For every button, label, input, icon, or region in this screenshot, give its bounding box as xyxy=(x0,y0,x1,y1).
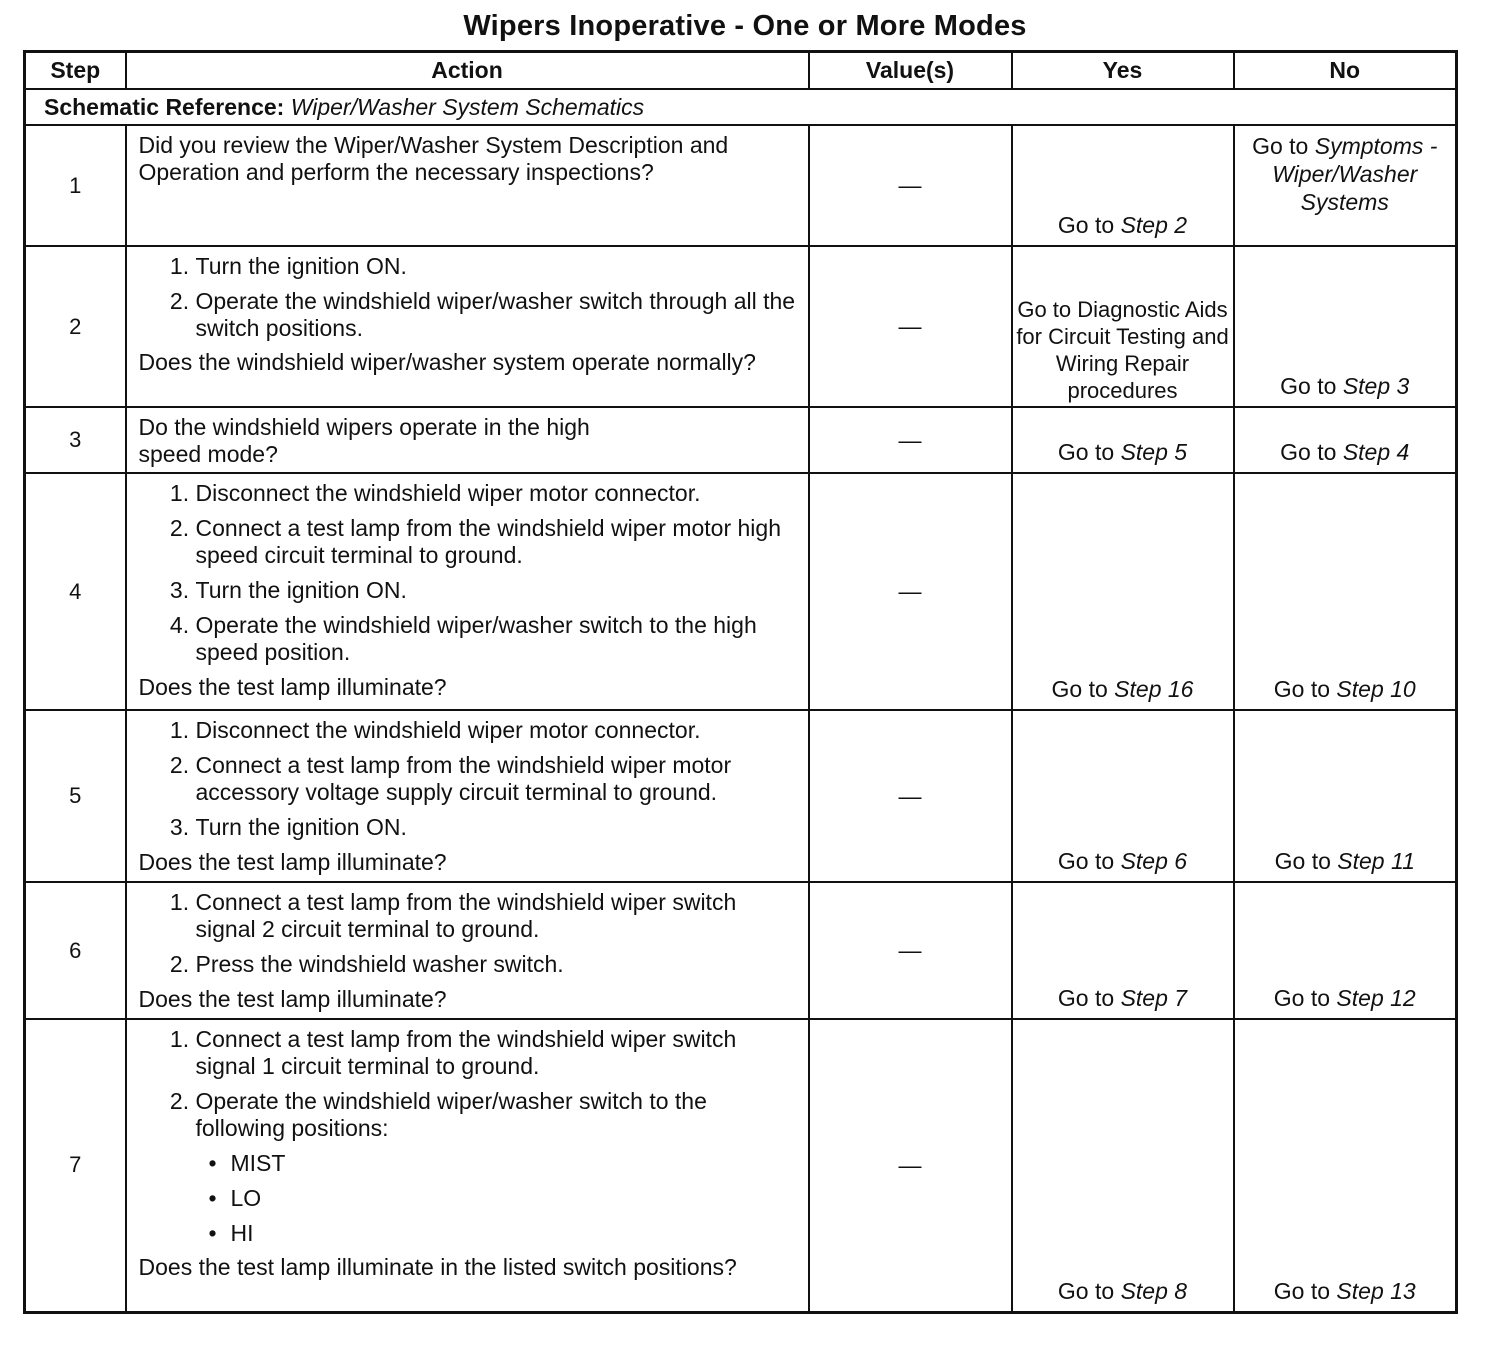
action-step: 1. Connect a test lamp from the windshield wiper switch signal 1 circuit terminal to ground. xyxy=(196,1026,798,1080)
action-question: Does the test lamp illuminate in the listed switch positions? xyxy=(138,1254,737,1280)
action-cell xyxy=(126,407,809,473)
header-action: Action xyxy=(126,52,809,90)
position-item: • LO xyxy=(231,1185,798,1212)
table-row xyxy=(25,125,1457,246)
header-no: No xyxy=(1234,52,1457,90)
no-cell xyxy=(1234,407,1457,473)
no-cell xyxy=(1234,246,1457,407)
value-cell: — xyxy=(809,407,1012,473)
table-row xyxy=(25,473,1457,710)
schematic-label: Schematic Reference: xyxy=(44,93,285,120)
action-step: 1. Connect a test lamp from the windshield wiper switch signal 2 circuit terminal to ground. xyxy=(196,889,798,943)
no-goto[interactable]: Go to Step 13 xyxy=(1273,1277,1416,1304)
table-row xyxy=(25,882,1457,1019)
action-step-text: Operate the windshield wiper/washer switch to the following positions: xyxy=(195,1088,707,1141)
diagnostic-table xyxy=(23,50,1458,1314)
no-cell xyxy=(1234,125,1457,246)
table-row xyxy=(25,407,1457,473)
no-goto[interactable]: Go to Step 4 xyxy=(1280,439,1410,465)
no-goto[interactable]: Go to Step 10 xyxy=(1273,676,1416,702)
action-cell xyxy=(126,1019,809,1312)
yes-goto[interactable]: Go to Step 16 xyxy=(1051,676,1194,702)
yes-goto[interactable]: Go to Step 5 xyxy=(1057,439,1188,465)
action-cell xyxy=(126,882,809,1019)
header-yes: Yes xyxy=(1012,52,1234,90)
yes-cell xyxy=(1012,125,1234,246)
yes-goto[interactable]: Go to Step 6 xyxy=(1057,848,1188,874)
action-step: 3. Turn the ignition ON. xyxy=(196,577,798,604)
action-cell xyxy=(126,473,809,710)
no-goto[interactable]: Go to Step 12 xyxy=(1273,985,1416,1011)
position-item: • HI xyxy=(231,1220,798,1247)
table-row xyxy=(25,246,1457,407)
action-question: Does the windshield wiper/washer system operate normally? xyxy=(138,349,756,375)
action-steps xyxy=(139,253,798,342)
action-question: Did you review the Wiper/Washer System Description and Operation and perform the necessary inspections? xyxy=(138,132,729,185)
action-question: Does the test lamp illuminate? xyxy=(138,674,447,700)
yes-goto[interactable]: Go to Step 7 xyxy=(1057,985,1188,1011)
action-question: Does the test lamp illuminate? xyxy=(138,986,447,1012)
yes-cell xyxy=(1012,882,1234,1019)
page-title: Wipers Inoperative - One or More Modes xyxy=(463,10,1027,42)
step-number: 4 xyxy=(25,473,126,710)
yes-cell xyxy=(1012,1019,1234,1312)
action-question: Do the windshield wipers operate in the high speed mode? xyxy=(138,414,590,467)
value-cell: — xyxy=(809,1019,1012,1312)
step-number: 2 xyxy=(25,246,126,407)
step-number: 1 xyxy=(25,125,126,246)
step-number: 7 xyxy=(25,1019,126,1312)
step-number: 5 xyxy=(25,710,126,882)
action-cell xyxy=(126,125,809,246)
action-step: 4. Operate the windshield wiper/washer switch to the high speed position. xyxy=(196,612,798,666)
yes-cell xyxy=(1012,710,1234,882)
no-goto[interactable]: Go to Step 11 xyxy=(1274,848,1415,874)
yes-goto[interactable]: Go to Step 2 xyxy=(1057,212,1188,238)
action-step: 2. Operate the windshield wiper/washer switch through all the switch positions. xyxy=(196,288,798,342)
action-step: 3. Turn the ignition ON. xyxy=(196,814,798,841)
action-step: 2. Connect a test lamp from the windshield wiper motor accessory voltage supply circuit terminal to ground. xyxy=(196,752,798,806)
action-step: 1. Disconnect the windshield wiper motor connector. xyxy=(196,717,798,744)
position-list xyxy=(196,1150,798,1247)
no-cell xyxy=(1234,473,1457,710)
action-step: 1. Turn the ignition ON. xyxy=(196,253,798,280)
action-steps xyxy=(139,889,798,978)
action-step: 1. Disconnect the windshield wiper motor connector. xyxy=(196,480,798,507)
no-goto[interactable]: Go to Step 3 xyxy=(1280,373,1410,399)
schematic-link[interactable]: Wiper/Washer System Schematics xyxy=(290,93,645,120)
no-cell xyxy=(1234,1019,1457,1312)
header-step: Step xyxy=(25,52,126,90)
action-step: 2. Press the windshield washer switch. xyxy=(196,951,798,978)
yes-cell xyxy=(1012,246,1234,407)
yes-cell xyxy=(1012,473,1234,710)
value-cell: — xyxy=(809,246,1012,407)
action-step xyxy=(196,1088,798,1247)
header-row xyxy=(25,52,1457,90)
value-cell: — xyxy=(809,882,1012,1019)
yes-cell xyxy=(1012,407,1234,473)
value-cell: — xyxy=(809,710,1012,882)
yes-goto[interactable]: Go to Step 8 xyxy=(1057,1277,1188,1304)
position-item: • MIST xyxy=(231,1150,798,1177)
yes-goto[interactable]: Go to Diagnostic Aids for Circuit Testing and Wiring Repair procedures xyxy=(1016,297,1229,403)
schematic-reference xyxy=(25,89,1457,125)
action-question: Does the test lamp illuminate? xyxy=(138,849,447,875)
schematic-row xyxy=(25,89,1457,125)
table-row xyxy=(25,710,1457,882)
action-steps xyxy=(139,1026,798,1247)
no-goto[interactable]: Go to Symptoms - Wiper/Washer Systems xyxy=(1252,133,1438,215)
action-cell xyxy=(126,710,809,882)
no-cell xyxy=(1234,882,1457,1019)
action-step: 2. Connect a test lamp from the windshield wiper motor high speed circuit terminal to ground. xyxy=(196,515,798,569)
value-cell: — xyxy=(809,473,1012,710)
action-cell xyxy=(126,246,809,407)
action-steps xyxy=(139,717,798,841)
no-cell xyxy=(1234,710,1457,882)
step-number: 3 xyxy=(25,407,126,473)
action-steps xyxy=(139,480,798,666)
step-number: 6 xyxy=(25,882,126,1019)
header-values: Value(s) xyxy=(809,52,1012,90)
value-cell: — xyxy=(809,125,1012,246)
table-row xyxy=(25,1019,1457,1312)
